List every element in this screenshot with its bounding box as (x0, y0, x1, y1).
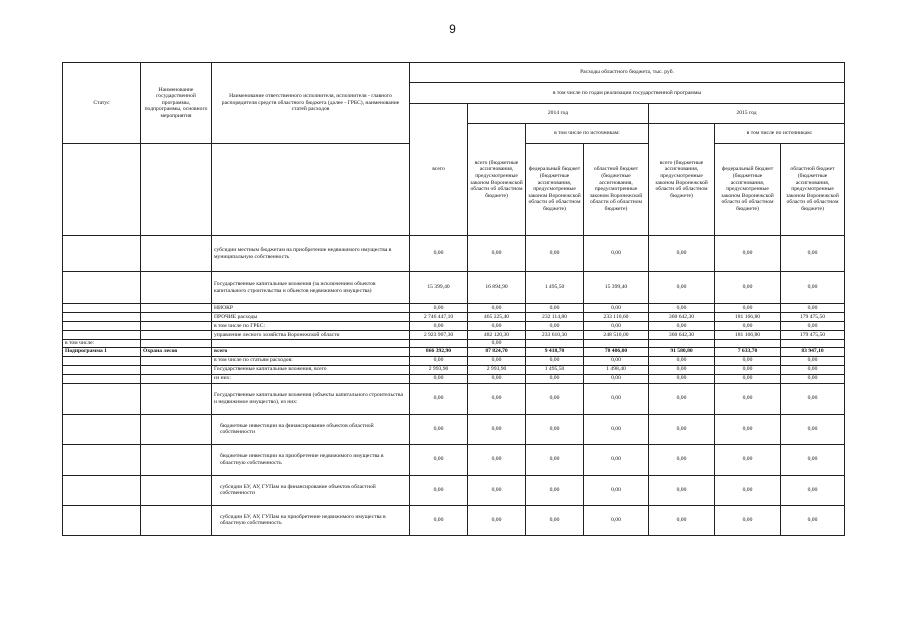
row-value: 0,00 (715, 444, 781, 475)
header-2014-federal: федеральный бюджет (бюджетные ассигнования, предусмотренные законом Воронежской области об областном бюджете) (526, 144, 584, 236)
row-value: 0,00 (468, 304, 526, 313)
row-value: 0,00 (584, 505, 649, 535)
row-value: 0,00 (715, 365, 781, 374)
row-program (141, 414, 212, 444)
table-row (63, 331, 845, 340)
row-status (63, 322, 141, 331)
row-value: 360 642,30 (649, 331, 715, 340)
row-value: 0,00 (649, 322, 715, 331)
row-value: 0,00 (584, 444, 649, 475)
table-row (63, 414, 845, 444)
row-program (141, 383, 212, 414)
header-spacer (212, 144, 410, 236)
row-program (141, 444, 212, 475)
row-value: 78 406,00 (584, 347, 649, 356)
table-row (63, 383, 845, 414)
row-value: 0,00 (584, 475, 649, 505)
row-program (141, 475, 212, 505)
row-program (141, 340, 212, 348)
row-value: 0,00 (715, 505, 781, 535)
row-value: 0,00 (649, 365, 715, 374)
row-value: 0,00 (781, 475, 845, 505)
row-label: в том числе по ГРБС: (212, 322, 410, 331)
row-value: 15 399,40 (410, 272, 468, 304)
row-value: 0,00 (584, 374, 649, 383)
row-value: 465 225,40 (468, 313, 526, 322)
header-program: Наименование государственной программы, подпрограммы, основного мероприятия (141, 63, 212, 144)
row-value: 866 392,90 (410, 347, 468, 356)
row-label: НИОКР (212, 304, 410, 313)
row-value: 179 475,50 (781, 313, 845, 322)
table-row (63, 347, 845, 356)
row-status (63, 356, 141, 365)
row-value: 0,00 (781, 444, 845, 475)
row-value: 1 495,50 (526, 272, 584, 304)
row-program (141, 272, 212, 304)
row-value: 0,00 (649, 236, 715, 272)
row-label: в том числе по статьям расходов: (212, 356, 410, 365)
row-value: 1 498,40 (584, 365, 649, 374)
row-value: 0,00 (649, 475, 715, 505)
row-value: 0,00 (781, 383, 845, 414)
table-row (63, 322, 845, 331)
row-value: 0,00 (468, 356, 526, 365)
row-value: 360 642,30 (649, 313, 715, 322)
row-label (212, 340, 410, 348)
row-value: 2 993,90 (410, 365, 468, 374)
row-program (141, 304, 212, 313)
row-status (63, 444, 141, 475)
row-value: 0,00 (715, 475, 781, 505)
row-value: 248 510,00 (584, 331, 649, 340)
row-value: 0,00 (410, 505, 468, 535)
header-2015-regional: областной бюджет (бюджетные ассигнования, предусмотренные законом Воронежской области об областном бюджете) (781, 144, 845, 236)
header-status: Статус (63, 63, 141, 144)
row-value: 0,00 (584, 383, 649, 414)
row-value: 0,00 (468, 383, 526, 414)
row-label: ПРОЧИЕ расходы (212, 313, 410, 322)
row-value: 0,00 (468, 444, 526, 475)
row-value: 179 475,50 (781, 331, 845, 340)
row-value: 2 746 447,10 (410, 313, 468, 322)
row-value (649, 340, 715, 348)
table-body (63, 236, 845, 536)
row-value: 0,00 (410, 304, 468, 313)
row-value: 7 633,70 (715, 347, 781, 356)
row-value: 0,00 (526, 414, 584, 444)
row-value: 0,00 (468, 505, 526, 535)
row-value: 0,00 (781, 272, 845, 304)
row-value: 0,00 (715, 236, 781, 272)
row-status (63, 505, 141, 535)
row-value: 0,00 (649, 374, 715, 383)
row-status (63, 313, 141, 322)
row-value: 0,00 (715, 374, 781, 383)
table-row (63, 304, 845, 313)
row-status (63, 272, 141, 304)
row-value: 482 120,30 (468, 331, 526, 340)
budget-table (62, 62, 845, 536)
row-status (63, 236, 141, 272)
row-value: 83 947,10 (781, 347, 845, 356)
table-row (63, 365, 845, 374)
row-value: 0,00 (526, 322, 584, 331)
row-status (63, 383, 141, 414)
table-row (63, 444, 845, 475)
row-value: 0,00 (410, 383, 468, 414)
row-value: 91 580,80 (649, 347, 715, 356)
row-value: 232 114,80 (526, 313, 584, 322)
table-row (63, 272, 845, 304)
row-value (781, 340, 845, 348)
row-value: 0,00 (715, 304, 781, 313)
row-value: 2 993,90 (468, 365, 526, 374)
row-value: 0,00 (584, 414, 649, 444)
row-value: 0,00 (584, 322, 649, 331)
row-value: 0,00 (410, 322, 468, 331)
header-2015-total: всего (бюджетные ассигнования, предусмотренные законом Воронежской области об областном бюджете) (649, 124, 715, 236)
row-status (63, 331, 141, 340)
header-executor: Наименование ответственного исполнителя, исполнителя - главного распорядителя средств областного бюджета (далее - ГРБС), наименование статей расходов (212, 63, 410, 144)
header-by-years: в том числе по годам реализации государственной программы (410, 83, 845, 104)
header-2015-federal: федеральный бюджет (бюджетные ассигнования, предусмотренные законом Воронежской области об областном бюджете) (715, 144, 781, 236)
row-value: 0,00 (715, 272, 781, 304)
row-value: 0,00 (781, 414, 845, 444)
row-value: 0,00 (584, 304, 649, 313)
header-spacer (63, 144, 141, 236)
row-value: 0,00 (781, 356, 845, 365)
row-value: 0,00 (715, 414, 781, 444)
row-value: 0,00 (781, 374, 845, 383)
row-value: 0,00 (781, 505, 845, 535)
table-row (63, 236, 845, 272)
row-value: 0,00 (584, 236, 649, 272)
row-value: 0,00 (781, 236, 845, 272)
row-value: 0,00 (526, 383, 584, 414)
row-program (141, 356, 212, 365)
row-value: 0,00 (649, 304, 715, 313)
row-label: из них: (212, 374, 410, 383)
row-value: 0,00 (526, 444, 584, 475)
row-program (141, 331, 212, 340)
row-value: 233 610,30 (526, 331, 584, 340)
row-program (141, 505, 212, 535)
row-value: 0,00 (715, 383, 781, 414)
row-value: 0,00 (526, 475, 584, 505)
row-value: 0,00 (526, 356, 584, 365)
row-value: 0,00 (410, 444, 468, 475)
header-year-2015: 2015 год (649, 104, 845, 124)
row-value (526, 340, 584, 348)
row-value: 0,00 (781, 365, 845, 374)
row-label: субсидии местным бюджетам на приобретение недвижимого имущества в муниципальную собственность (212, 236, 410, 272)
row-status (63, 374, 141, 383)
row-value: 87 824,70 (468, 347, 526, 356)
row-status: Подпрограмма 1 (63, 347, 141, 356)
row-value: 0,00 (649, 356, 715, 365)
row-value: 0,00 (468, 322, 526, 331)
row-value (584, 340, 649, 348)
row-value: 0,00 (468, 414, 526, 444)
row-value: 0,00 (649, 272, 715, 304)
row-value: 0,00 (410, 356, 468, 365)
row-label: бюджетные инвестиции на финансирование объектов областной собственности (212, 414, 410, 444)
table-row (63, 475, 845, 505)
row-value: 181 166,80 (715, 331, 781, 340)
row-value: 0,00 (526, 505, 584, 535)
page-number: 9 (449, 22, 456, 36)
row-label: всего (212, 347, 410, 356)
header-2014-regional: областной бюджет (бюджетные ассигнования, предусмотренные законом Воронежской области об областном бюджете) (584, 144, 649, 236)
row-value: 0,00 (410, 414, 468, 444)
row-value: 9 418,70 (526, 347, 584, 356)
row-program (141, 365, 212, 374)
table-row (63, 356, 845, 365)
row-value: 0,00 (781, 322, 845, 331)
row-status (63, 365, 141, 374)
row-value: 0,00 (526, 236, 584, 272)
row-label: Государственные капитальные вложения, всего (212, 365, 410, 374)
row-program (141, 322, 212, 331)
row-value: 0,00 (526, 304, 584, 313)
header-2014-sources: в том числе по источникам: (526, 124, 649, 144)
row-status (63, 304, 141, 313)
row-value: 0,00 (715, 322, 781, 331)
row-label: Государственные капитальные вложения (объекты капитального строительства и недвижимое имущество), из них: (212, 383, 410, 414)
row-program (141, 236, 212, 272)
row-value: 0,00 (584, 356, 649, 365)
row-value: 0,00 (526, 374, 584, 383)
row-value: 0,00 (468, 374, 526, 383)
row-value: 0,00 (468, 475, 526, 505)
row-status: в том числе: (63, 340, 141, 348)
row-value: 2 923 907,30 (410, 331, 468, 340)
header-budget: Расходы областного бюджета, тыс. руб. (410, 63, 845, 83)
row-value: 0,00 (649, 505, 715, 535)
row-program: Охрана лесов (141, 347, 212, 356)
header-2015-sources: в том числе по источникам: (715, 124, 845, 144)
row-value: 16 894,90 (468, 272, 526, 304)
row-value: 0,00 (649, 414, 715, 444)
row-value: 1 495,50 (526, 365, 584, 374)
row-value: 0,00 (410, 374, 468, 383)
header-year-2014: 2014 год (468, 104, 649, 124)
row-value: 233 110,60 (584, 313, 649, 322)
row-status (63, 475, 141, 505)
row-label: бюджетные инвестиции на приобретение недвижимого имущества в областную собственность (212, 444, 410, 475)
row-value: 0,00 (468, 236, 526, 272)
row-label: Государственные капитальные вложения (за исключением объектов капитального строительства и объектов недвижимого имущества) (212, 272, 410, 304)
row-value (410, 340, 468, 348)
table-row (63, 340, 845, 348)
row-value: 0,00 (410, 236, 468, 272)
header-total: всего (410, 104, 468, 236)
table-row (63, 313, 845, 322)
header-2014-total: всего (бюджетные ассигнования, предусмотренные законом Воронежской области об областном бюджете) (468, 124, 526, 236)
row-value: 181 166,80 (715, 313, 781, 322)
row-value: 0,00 (410, 475, 468, 505)
row-value: 15 399,40 (584, 272, 649, 304)
row-program (141, 313, 212, 322)
table-row (63, 374, 845, 383)
header-spacer (141, 144, 212, 236)
row-value: 0,00 (649, 444, 715, 475)
table-row (63, 505, 845, 535)
row-label: субсидии БУ, АУ, ГУПам на финансирование объектов областной собственности (212, 475, 410, 505)
row-status (63, 414, 141, 444)
row-program (141, 374, 212, 383)
row-label: субсидии БУ, АУ, ГУПам на приобретение недвижимого имущества в областную собственность (212, 505, 410, 535)
row-label: управление лесного хозяйства Воронежской области (212, 331, 410, 340)
row-value (715, 340, 781, 348)
row-value: 0,00 (468, 340, 526, 348)
row-value: 0,00 (649, 383, 715, 414)
row-value: 0,00 (781, 304, 845, 313)
row-value: 0,00 (715, 356, 781, 365)
